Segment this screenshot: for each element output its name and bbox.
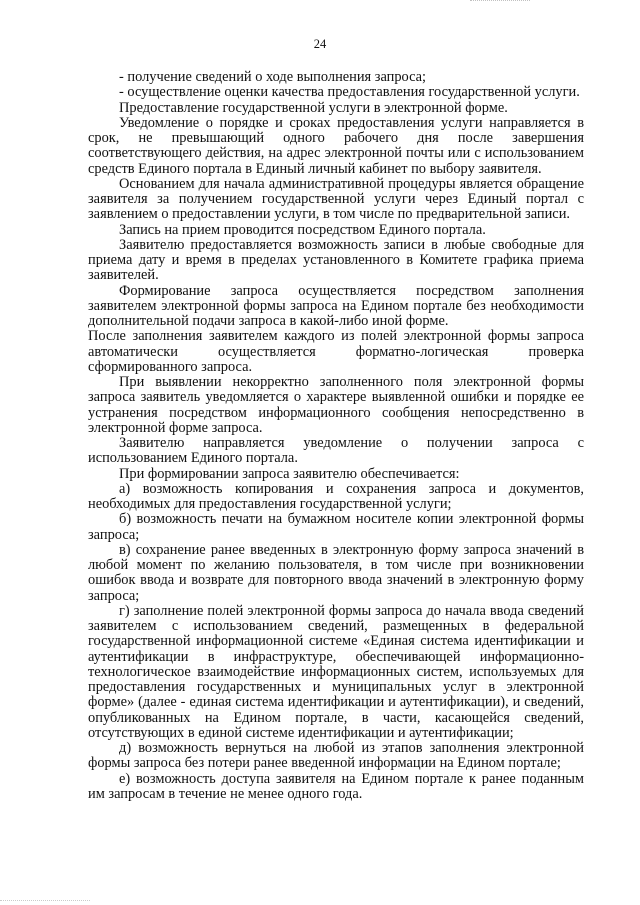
paragraph-9: После заполнения заявителем каждого из полей электронной формы запроса автоматически осуществляется форматно-логическая проверка сформированного запроса. bbox=[88, 328, 584, 375]
paragraph-3: Предоставление государственной услуги в электронной форме. bbox=[119, 99, 508, 116]
list-item-a: а) возможность копирования и сохранения запроса и документов, необходимых для предоставления государственной услуги; bbox=[88, 480, 584, 512]
paragraph-1: - получение сведений о ходе выполнения запроса; bbox=[119, 69, 427, 85]
paragraph-10: При выявлении некорректно заполненного поля электронной формы запроса заявитель уведомляется о характере выявленной ошибки и порядке ее устранения посредством информационного сообщения непосредственно в электронной форме запроса. bbox=[88, 374, 584, 436]
document-body bbox=[88, 70, 584, 802]
list-item-v: в) сохранение ранее введенных в электронную форму запроса значений в любой момент по желанию пользователя, в том числе при возникновении ошибок ввода и возврате для повторного ввода значений в электронную форму запроса; bbox=[88, 541, 584, 604]
paragraph-6: Запись на прием проводится посредством Единого портала. bbox=[119, 221, 486, 238]
paragraph-7: Заявителю предоставляется возможность записи в любые свободные для приема дату и время в пределах установленного в Комитете графика приема заявителей. bbox=[88, 236, 584, 284]
paragraph-12: При формировании запроса заявителю обеспечивается: bbox=[119, 465, 460, 482]
list-item-g: г) заполнение полей электронной формы запроса до начала ввода сведений заявителем с использованием сведений, размещенных в федеральной государственной информационной системе «Единая система идентификации и аутентификации в инфраструктуре, обеспечивающей информационно-технологическое взаимодействие информационных систем, используемых для предоставления государственных и муниципальных услуг в электронной форме» (далее - единая система идентификации и аутентификации), и сведений, опубликованных на Едином портале, в части, касающейся сведений, отсутствующих в единой системе идентификации и аутентификации; bbox=[88, 602, 584, 741]
list-item-d: д) возможность вернуться на любой из этапов заполнения электронной формы запроса без потери ранее введенной информации на Едином портале; bbox=[88, 740, 584, 772]
paragraph-2: - осуществление оценки качества предоставления государственной услуги. bbox=[119, 84, 580, 101]
paragraph-8: Формирование запроса осуществляется посредством заполнения заявителем электронной формы запроса на Едином портале без необходимости дополнительной подачи запроса в какой-либо иной форме. bbox=[88, 282, 584, 329]
paragraph-11: Заявителю направляется уведомление о получении запроса с использованием Единого портала. bbox=[88, 435, 584, 467]
list-item-e: е) возможность доступа заявителя на Едином портале к ранее поданным им запросам в течение не менее одного года. bbox=[88, 770, 584, 802]
paragraph-4: Уведомление о порядке и сроках предоставления услуги направляется в срок, не превышающий одного рабочего дня после завершения соответствующего действия, на адрес электронной почты или с использованием средств Единого портала в Единый личный кабинет по выбору заявителя. bbox=[88, 114, 584, 177]
bottom-scan-edge-mark bbox=[0, 900, 90, 903]
list-item-b: б) возможность печати на бумажном носителе копии электронной формы запроса; bbox=[88, 511, 584, 543]
page-number: 24 bbox=[313, 37, 327, 51]
top-scan-edge-mark bbox=[470, 0, 530, 3]
paragraph-5: Основанием для начала административной процедуры является обращение заявителя за получением государственной услуги через Единый портал с заявлением о предоставлении услуги, в том числе по предварительной записи. bbox=[88, 175, 584, 223]
